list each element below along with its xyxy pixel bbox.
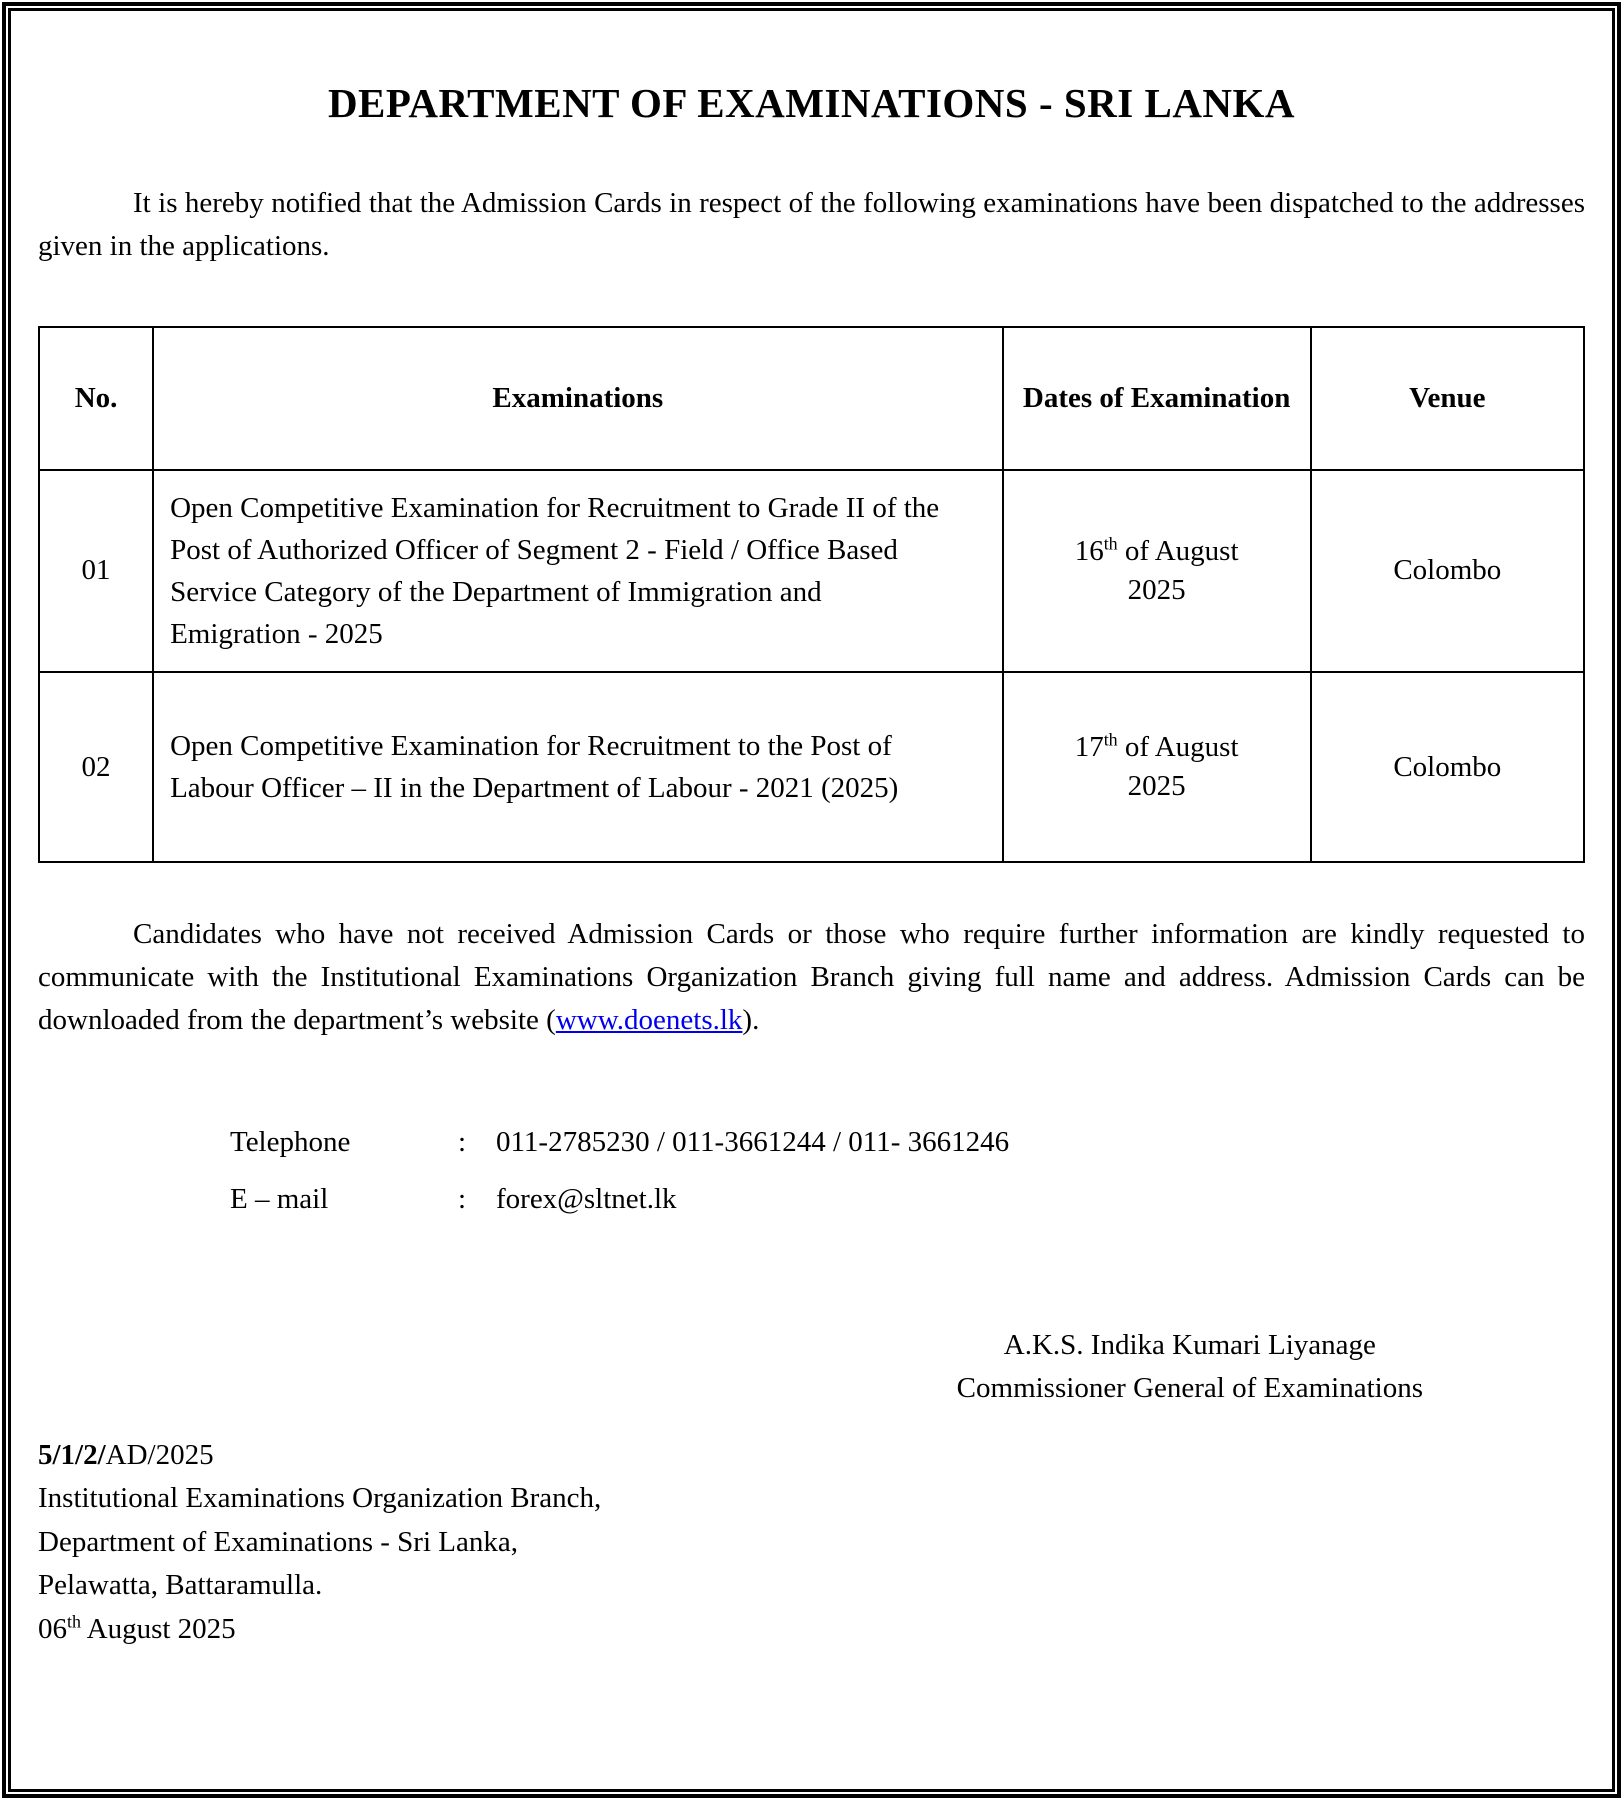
notice-document <box>11 11 1612 1691</box>
issue-date-day: 06 <box>38 1612 67 1645</box>
date-superscript: th <box>1103 729 1118 750</box>
info-paragraph <box>38 913 1585 1042</box>
telephone-numbers: 011-2785230 / 011-3661244 / 011- 3661246 <box>496 1125 1010 1158</box>
telephone-row <box>230 1126 1585 1159</box>
reference-number-rest: AD/2025 <box>105 1438 214 1471</box>
col-header-examinations: Examinations <box>153 327 1002 470</box>
email-colon: : <box>458 1182 467 1215</box>
exam-date <box>1003 672 1311 862</box>
contact-block <box>230 1126 1585 1216</box>
issue-date <box>38 1608 1585 1652</box>
row-number: 02 <box>39 672 153 862</box>
page-border-inner <box>8 8 1615 1792</box>
date-superscript: th <box>1103 533 1118 554</box>
exam-description: Open Competitive Examination for Recruitment to Grade II of the Post of Authorized Officer of Segment 2 - Field / Office Based Service Category of the Department of Immigration and Emigration - 2025 <box>153 470 1002 672</box>
date-day: 17 <box>1074 730 1104 763</box>
signature-block <box>957 1324 1423 1410</box>
issuing-department: Department of Examinations - Sri Lanka, <box>38 1525 518 1558</box>
info-text-before-link: Candidates who have not received Admission Cards or those who require further information are kindly requested to communicate with the Institutional Examinations Organization Branch giving full name and address. Admission Cards can be downloaded from the department’s website ( <box>38 918 1585 1036</box>
examinations-table <box>38 326 1585 863</box>
info-text-after-link: ). <box>742 1003 760 1036</box>
page-title: DEPARTMENT OF EXAMINATIONS - SRI LANKA <box>327 80 1296 126</box>
email-label: E – mail <box>230 1182 329 1215</box>
date-rest: of August 2025 <box>1117 730 1239 802</box>
telephone-label: Telephone <box>230 1125 351 1158</box>
issuing-address: Pelawatta, Battaramulla. <box>38 1569 323 1602</box>
reference-number <box>38 1434 1585 1478</box>
issuing-branch: Institutional Examinations Organization Branch, <box>38 1482 602 1515</box>
intro-paragraph: It is hereby notified that the Admission Cards in respect of the following examinations have been dispatched to the addresses given in the applications. <box>38 187 1585 262</box>
date-day: 16 <box>1074 534 1104 567</box>
signatory-designation: Commissioner General of Examinations <box>956 1371 1423 1404</box>
exam-date <box>1003 470 1311 672</box>
table-row <box>39 470 1584 672</box>
website-link[interactable]: www.doenets.lk <box>555 1003 743 1036</box>
col-header-venue: Venue <box>1311 327 1584 470</box>
signatory-name: A.K.S. Indika Kumari Liyanage <box>1003 1328 1376 1361</box>
email-row <box>230 1183 1585 1216</box>
col-header-dates: Dates of Examination <box>1003 327 1311 470</box>
issue-date-rest: August 2025 <box>80 1612 236 1645</box>
footer-block <box>38 1434 1585 1652</box>
date-rest: of August 2025 <box>1117 534 1239 606</box>
exam-description: Open Competitive Examination for Recruitment to the Post of Labour Officer – II in the Department of Labour - 2021 (2025) <box>153 672 1002 862</box>
page-border-outer <box>2 2 1621 1798</box>
col-header-no: No. <box>39 327 153 470</box>
exam-venue: Colombo <box>1311 672 1584 862</box>
email-address: forex@sltnet.lk <box>496 1182 677 1215</box>
row-number: 01 <box>39 470 153 672</box>
exam-venue: Colombo <box>1311 470 1584 672</box>
date-superscript: th <box>67 1610 81 1631</box>
table-header-row <box>39 327 1584 470</box>
table-row <box>39 672 1584 862</box>
reference-number-bold: 5/1/2/ <box>38 1438 106 1471</box>
telephone-colon: : <box>458 1125 467 1158</box>
